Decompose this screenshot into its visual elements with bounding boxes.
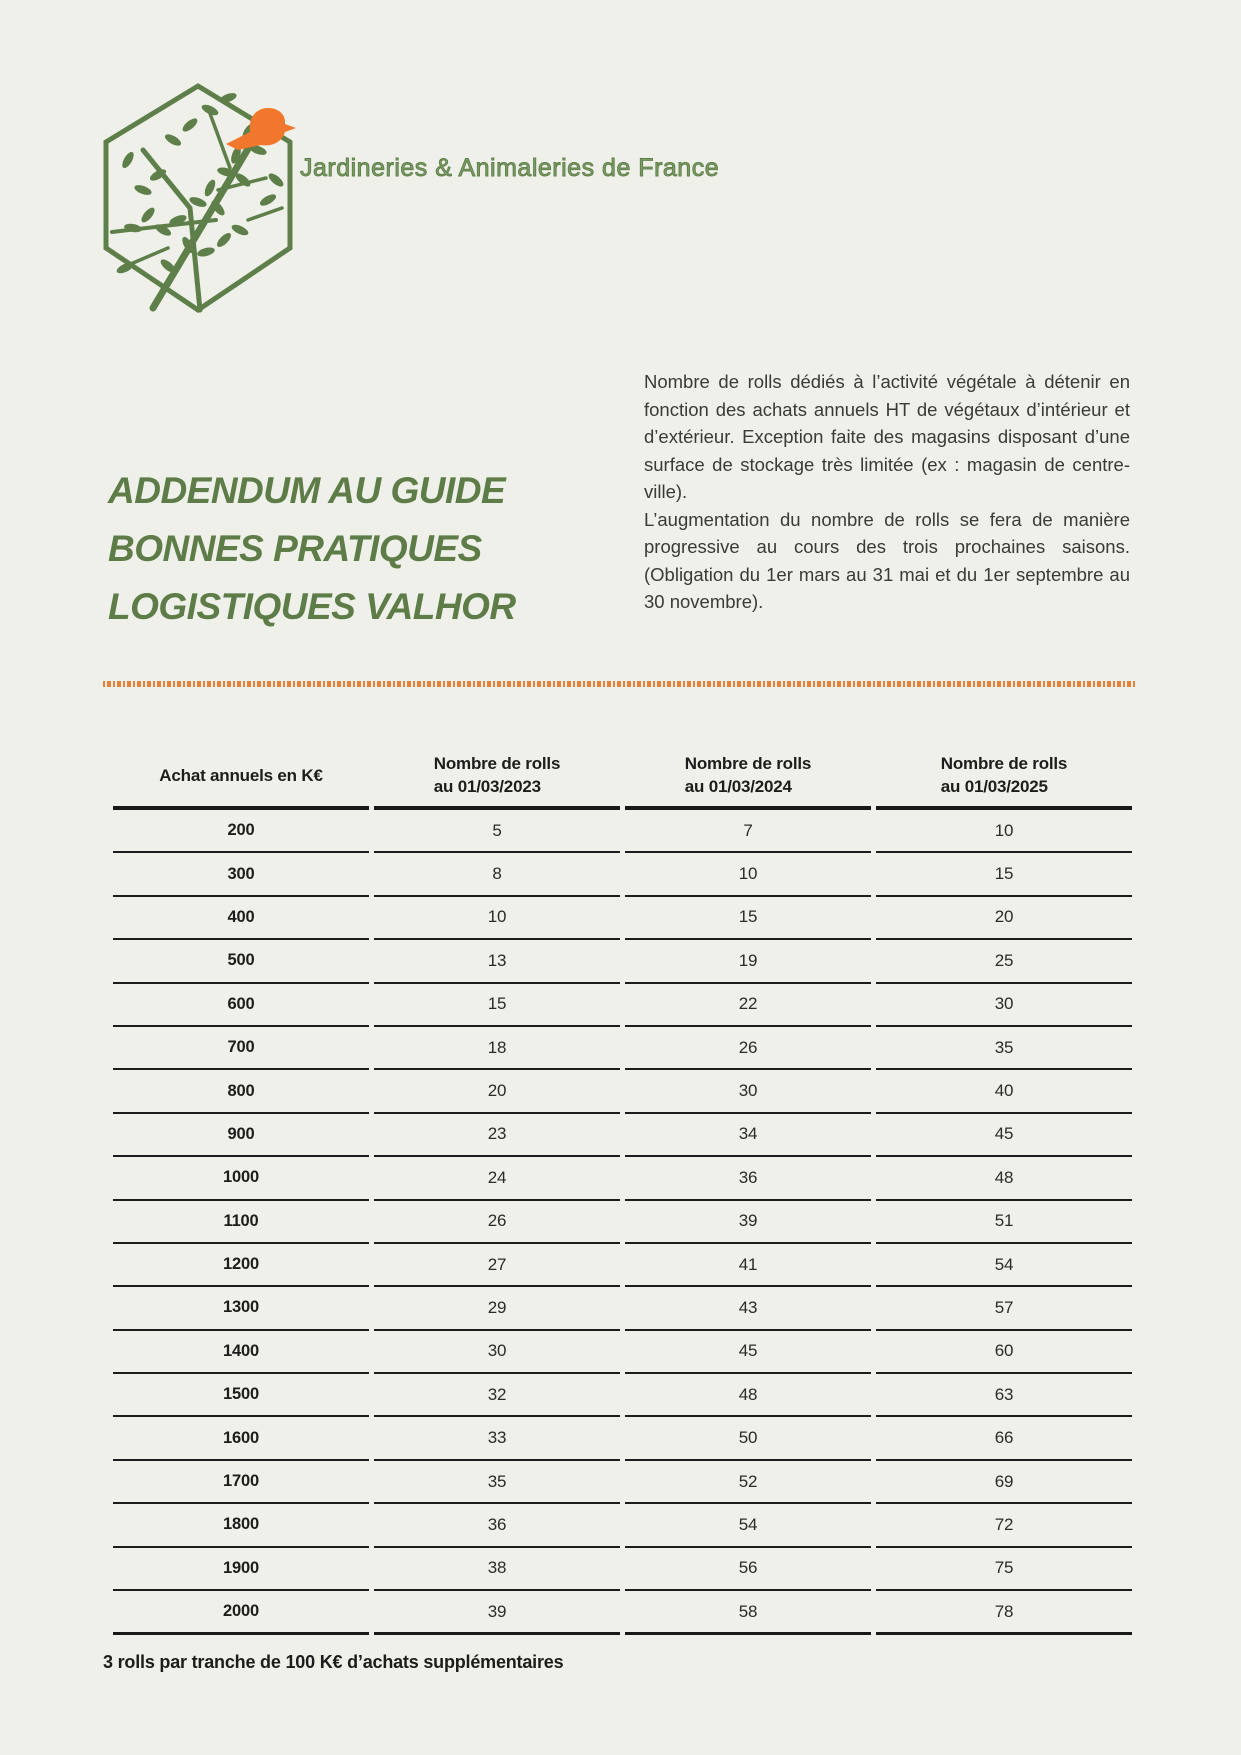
page-title: [108, 462, 588, 636]
table-row: [113, 897, 1132, 940]
table-row: [113, 984, 1132, 1027]
header-rolls-2023-line2: au 01/03/2023: [433, 777, 541, 796]
rolls-2024-cell: 56: [625, 1548, 871, 1591]
header-rolls-2023: [374, 746, 620, 810]
rolls-2024-cell: 52: [625, 1461, 871, 1504]
rolls-2023-cell: 33: [374, 1417, 620, 1460]
rolls-2023-cell: 38: [374, 1548, 620, 1591]
rolls-2025-cell: 66: [876, 1417, 1132, 1460]
rolls-2025-cell: 20: [876, 897, 1132, 940]
intro-paragraph-1: Nombre de rolls dédiés à l’activité végétale à détenir en fonction des achats annuels HT de végétaux d’intérieur et d’extérieur. Exception faite des magasins disposant d’une surface de stockage très limitée (ex : magasin de centre-ville).: [644, 371, 1130, 502]
tree-hexagon-logo-icon: [98, 80, 298, 315]
rolls-2024-cell: 15: [625, 897, 871, 940]
rolls-2024-cell: 30: [625, 1070, 871, 1113]
table-row: [113, 1331, 1132, 1374]
intro-text: [644, 368, 1130, 616]
rolls-2025-cell: 60: [876, 1331, 1132, 1374]
rolls-2024-cell: 45: [625, 1331, 871, 1374]
achat-cell: 1400: [113, 1331, 369, 1374]
rolls-2025-cell: 51: [876, 1201, 1132, 1244]
table-row: [113, 940, 1132, 983]
header-rolls-2025-line1: Nombre de rolls: [940, 754, 1068, 773]
achat-cell: 900: [113, 1114, 369, 1157]
table-row: [113, 810, 1132, 853]
table-row: [113, 1027, 1132, 1070]
achat-cell: 600: [113, 984, 369, 1027]
achat-cell: 1800: [113, 1504, 369, 1547]
rolls-2024-cell: 10: [625, 853, 871, 896]
rolls-2025-cell: 54: [876, 1244, 1132, 1287]
logo: [98, 80, 298, 315]
rolls-2025-cell: 45: [876, 1114, 1132, 1157]
achat-cell: 500: [113, 940, 369, 983]
table-row: [113, 1417, 1132, 1460]
rolls-2023-cell: 39: [374, 1591, 620, 1635]
title-line2: BONNES PRATIQUES: [108, 528, 482, 569]
achat-cell: 1300: [113, 1287, 369, 1330]
header-rolls-2024-line1: Nombre de rolls: [684, 754, 812, 773]
rolls-2023-cell: 5: [374, 810, 620, 853]
rolls-table-body: [113, 810, 1132, 1635]
rolls-2023-cell: 8: [374, 853, 620, 896]
header-achat: Achat annuels en K€: [113, 746, 369, 810]
dotted-divider: [103, 681, 1135, 687]
org-name-line2: & Animaleries: [435, 154, 595, 182]
table-row: [113, 1374, 1132, 1417]
rolls-2023-cell: 27: [374, 1244, 620, 1287]
rolls-2025-cell: 78: [876, 1591, 1132, 1635]
rolls-2024-cell: 58: [625, 1591, 871, 1635]
rolls-2025-cell: 35: [876, 1027, 1132, 1070]
header-rolls-2024-line2: au 01/03/2024: [684, 777, 792, 796]
table-row: [113, 1504, 1132, 1547]
rolls-2025-cell: 30: [876, 984, 1132, 1027]
footer-note: 3 rolls par tranche de 100 K€ d’achats supplémentaires: [103, 1652, 564, 1672]
header-rolls-2025: [876, 746, 1132, 810]
achat-cell: 1100: [113, 1201, 369, 1244]
rolls-2023-cell: 18: [374, 1027, 620, 1070]
rolls-2024-cell: 22: [625, 984, 871, 1027]
rolls-2023-cell: 26: [374, 1201, 620, 1244]
title-line3: LOGISTIQUES VALHOR: [108, 586, 516, 627]
rolls-2024-cell: 43: [625, 1287, 871, 1330]
table-row: [113, 853, 1132, 896]
rolls-2023-cell: 30: [374, 1331, 620, 1374]
rolls-2023-cell: 15: [374, 984, 620, 1027]
rolls-2024-cell: 41: [625, 1244, 871, 1287]
rolls-2023-cell: 24: [374, 1157, 620, 1200]
achat-cell: 300: [113, 853, 369, 896]
rolls-2023-cell: 32: [374, 1374, 620, 1417]
table-row: [113, 1157, 1132, 1200]
table-row: [113, 1461, 1132, 1504]
achat-cell: 1200: [113, 1244, 369, 1287]
rolls-table: [108, 746, 1137, 1635]
rolls-2023-cell: 29: [374, 1287, 620, 1330]
rolls-2024-cell: 36: [625, 1157, 871, 1200]
achat-cell: 800: [113, 1070, 369, 1113]
rolls-2025-cell: 10: [876, 810, 1132, 853]
header-rolls-2024: [625, 746, 871, 810]
achat-cell: 200: [113, 810, 369, 853]
achat-cell: 1000: [113, 1157, 369, 1200]
header-rolls-2025-line2: au 01/03/2025: [940, 777, 1048, 796]
rolls-2024-cell: 26: [625, 1027, 871, 1070]
rolls-2024-cell: 19: [625, 940, 871, 983]
rolls-2023-cell: 10: [374, 897, 620, 940]
achat-cell: 1600: [113, 1417, 369, 1460]
rolls-2024-cell: 50: [625, 1417, 871, 1460]
rolls-2023-cell: 20: [374, 1070, 620, 1113]
achat-cell: 2000: [113, 1591, 369, 1635]
bird-icon: [226, 108, 296, 150]
rolls-2024-cell: 48: [625, 1374, 871, 1417]
table-row: [113, 1548, 1132, 1591]
rolls-2023-cell: 13: [374, 940, 620, 983]
header-rolls-2023-line1: Nombre de rolls: [433, 754, 561, 773]
rolls-2023-cell: 36: [374, 1504, 620, 1547]
table-row: [113, 1591, 1132, 1635]
achat-cell: 400: [113, 897, 369, 940]
title-line1: ADDENDUM AU GUIDE: [108, 470, 506, 511]
rolls-2023-cell: 23: [374, 1114, 620, 1157]
rolls-2025-cell: 72: [876, 1504, 1132, 1547]
rolls-2025-cell: 69: [876, 1461, 1132, 1504]
achat-cell: 700: [113, 1027, 369, 1070]
intro-paragraph-2: L’augmentation du nombre de rolls se fera de manière progressive au cours des trois prochaines saisons. (Obligation du 1er mars au 31 mai et du 1er septembre au 30 novembre).: [644, 508, 1130, 612]
org-name-line1: Jardineries: [300, 154, 428, 182]
table-row: [113, 1244, 1132, 1287]
table-row: [113, 1287, 1132, 1330]
rolls-2025-cell: 40: [876, 1070, 1132, 1113]
rolls-2025-cell: 15: [876, 853, 1132, 896]
rolls-2023-cell: 35: [374, 1461, 620, 1504]
table-row: [113, 1070, 1132, 1113]
rolls-2025-cell: 75: [876, 1548, 1132, 1591]
rolls-2025-cell: 57: [876, 1287, 1132, 1330]
table-row: [113, 1114, 1132, 1157]
achat-cell: 1900: [113, 1548, 369, 1591]
rolls-2024-cell: 34: [625, 1114, 871, 1157]
rolls-2025-cell: 25: [876, 940, 1132, 983]
rolls-2024-cell: 54: [625, 1504, 871, 1547]
rolls-2025-cell: 63: [876, 1374, 1132, 1417]
achat-cell: 1500: [113, 1374, 369, 1417]
org-name-line3: de France: [602, 154, 720, 182]
rolls-2025-cell: 48: [876, 1157, 1132, 1200]
rolls-2024-cell: 7: [625, 810, 871, 853]
header-row: [113, 746, 1132, 810]
rolls-table-header: [113, 746, 1132, 810]
achat-cell: 1700: [113, 1461, 369, 1504]
org-name: [300, 152, 719, 185]
table-row: [113, 1201, 1132, 1244]
rolls-2024-cell: 39: [625, 1201, 871, 1244]
